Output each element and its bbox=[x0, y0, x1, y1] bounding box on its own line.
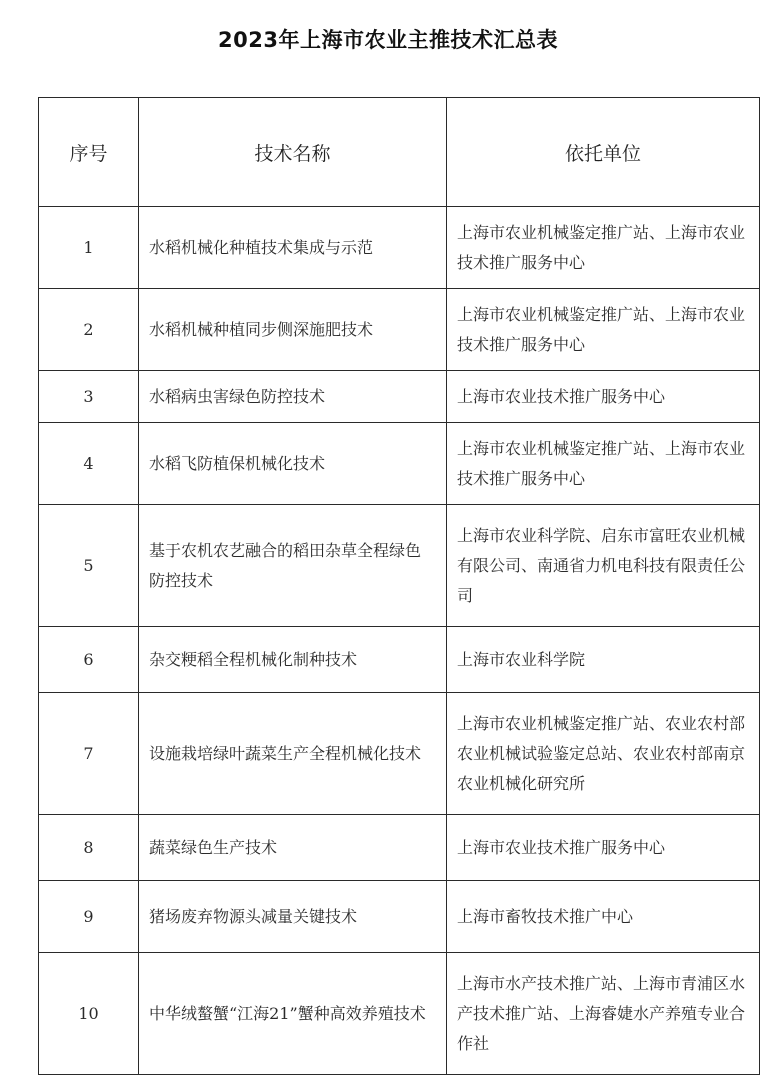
row-org: 上海市农业科学院、启东市富旺农业机械有限公司、南通省力机电科技有限责任公司 bbox=[447, 505, 760, 627]
row-org: 上海市农业机械鉴定推广站、上海市农业技术推广服务中心 bbox=[447, 423, 760, 505]
row-no: 2 bbox=[39, 289, 139, 371]
table-row bbox=[39, 627, 760, 693]
row-tech-name: 中华绒螯蟹“江海21”蟹种高效养殖技术 bbox=[139, 953, 447, 1075]
row-org: 上海市农业技术推广服务中心 bbox=[447, 815, 760, 881]
row-org: 上海市农业技术推广服务中心 bbox=[447, 371, 760, 423]
row-tech-name: 杂交粳稻全程机械化制种技术 bbox=[139, 627, 447, 693]
row-no: 8 bbox=[39, 815, 139, 881]
header-name: 技术名称 bbox=[139, 98, 447, 207]
row-tech-name: 猪场废弃物源头减量关键技术 bbox=[139, 881, 447, 953]
header-org: 依托单位 bbox=[447, 98, 760, 207]
table-row bbox=[39, 815, 760, 881]
table-row bbox=[39, 423, 760, 505]
table-row bbox=[39, 289, 760, 371]
row-tech-name: 水稻病虫害绿色防控技术 bbox=[139, 371, 447, 423]
table-row bbox=[39, 881, 760, 953]
table-row bbox=[39, 953, 760, 1075]
table-row bbox=[39, 371, 760, 423]
technology-table bbox=[38, 97, 760, 1075]
row-no: 9 bbox=[39, 881, 139, 953]
table-row bbox=[39, 505, 760, 627]
row-no: 6 bbox=[39, 627, 139, 693]
row-org: 上海市畜牧技术推广中心 bbox=[447, 881, 760, 953]
row-tech-name: 基于农机农艺融合的稻田杂草全程绿色防控技术 bbox=[139, 505, 447, 627]
row-tech-name: 水稻机械化种植技术集成与示范 bbox=[139, 207, 447, 289]
row-no: 5 bbox=[39, 505, 139, 627]
row-tech-name: 设施栽培绿叶蔬菜生产全程机械化技术 bbox=[139, 693, 447, 815]
row-no: 7 bbox=[39, 693, 139, 815]
table-row bbox=[39, 207, 760, 289]
row-org: 上海市农业科学院 bbox=[447, 627, 760, 693]
row-org: 上海市水产技术推广站、上海市青浦区水产技术推广站、上海睿婕水产养殖专业合作社 bbox=[447, 953, 760, 1075]
row-org: 上海市农业机械鉴定推广站、农业农村部农业机械试验鉴定总站、农业农村部南京农业机械化研究所 bbox=[447, 693, 760, 815]
row-org: 上海市农业机械鉴定推广站、上海市农业技术推广服务中心 bbox=[447, 289, 760, 371]
table-row bbox=[39, 693, 760, 815]
row-org: 上海市农业机械鉴定推广站、上海市农业技术推广服务中心 bbox=[447, 207, 760, 289]
row-no: 1 bbox=[39, 207, 139, 289]
page-title: 2023年上海市农业主推技术汇总表 bbox=[218, 28, 558, 52]
row-no: 10 bbox=[39, 953, 139, 1075]
row-no: 4 bbox=[39, 423, 139, 505]
row-tech-name: 水稻飞防植保机械化技术 bbox=[139, 423, 447, 505]
row-tech-name: 水稻机械种植同步侧深施肥技术 bbox=[139, 289, 447, 371]
table-header-row bbox=[39, 98, 760, 207]
header-no: 序号 bbox=[39, 98, 139, 207]
row-no: 3 bbox=[39, 371, 139, 423]
row-tech-name: 蔬菜绿色生产技术 bbox=[139, 815, 447, 881]
